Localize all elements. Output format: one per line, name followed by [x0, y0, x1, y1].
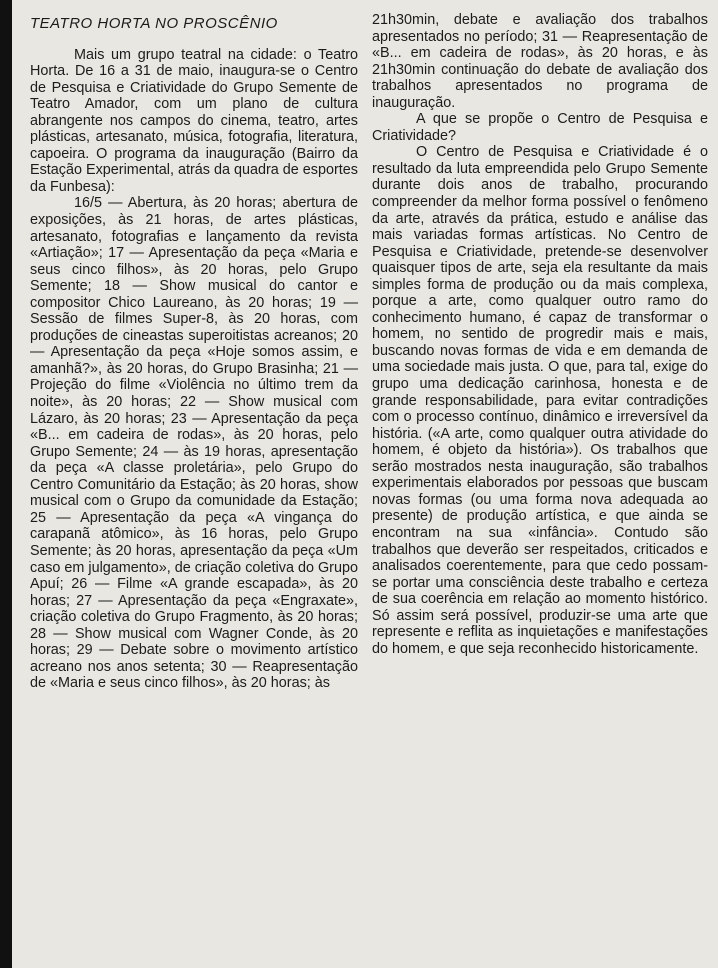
left-column [30, 8, 358, 692]
right-column [372, 12, 708, 657]
paragraph-program: 16/5 — Abertura, às 20 horas; abertura de exposições, às 21 horas, de artes plásticas, artesanato, fotografias e lançamento da revista «Artiação»; 17 — Apresentação da peça «Maria e seus cinco filhos», às 20 horas, pelo Grupo Semente; 18 — Show musical do cantor e compositor Chico Laureano, às 20 horas; 19 — Sessão de filmes Super-8, às 20 horas, com produções de cineastas superoitistas acreanos; 20 — Apresentação da peça «Hoje somos assim, e amanhã?», às 20 horas, do Grupo Brasinha; 21 — Projeção do filme «Violência no último trem da noite», às 20 horas; 22 — Show musical com Lázaro, às 20 horas; 23 — Apresentação da peça «B... em cadeira de rodas», às 20 horas, pelo Grupo Semente; 24 — às 19 horas, apresentação da peça «A classe proletária», pelo Grupo do Centro Comunitário da Estação; às 20 horas, show musical com o Grupo da comunidade da Estação; 25 — Apresentação da peça «A vingança do carapanã atômico», às 16 horas, pelo Grupo Semente; às 20 horas, apresentação da peça «Um caso em julgamento», de criação coletiva do Grupo Apuí; 26 — Filme «A grande escapada», às 20 horas; 27 — Apresentação da peça «Engraxate», criação coletiva do Grupo Fragmento, às 20 horas; 28 — Show musical com Wagner Conde, às 20 horas; 29 — Debate sobre o movimento artístico acreano nos anos setenta; 30 — Reapresentação de «Maria e seus cinco filhos», às 20 horas; às [30, 195, 358, 692]
paragraph-answer: O Centro de Pesquisa e Criatividade é o resultado da luta empreendida pelo Grupo Semente durante dois anos de trabalho, procurando compreender da melhor forma possível o fenômeno da arte, através da prática, estudo e análise das mais variadas formas artísticas. No Centro de Pesquisa e Criatividade, pretende-se desenvolver quaisquer tipos de arte, seja ela resultante da mais simples forma de produção ou da mais complexa, porque a arte, como qualquer outro ramo do conhecimento humano, é capaz de transformar o homem, no sentido de progredir mais e mais, buscando novas formas de vida e em demanda de uma sociedade mais justa. O que, para tal, exige do grupo uma dedicação carinhosa, honesta e de grande responsabilidade, para evitar contradições com o processo contínuo, dinâmico e irreversível da história. («A arte, como qualquer outra atividade do homem, é objeto da história»). Os trabalhos que serão mostrados nesta inauguração, são trabalhos experimentais elaborados por pessoas que buscam novas formas (ou uma forma nova adequada ao presente) de produção artística, e que ainda se encontram na sua «infância». Contudo são trabalhos que deverão ser respeitados, criticados e analisados coerentemente, para que cedo possam-se portar uma consciência deste trabalho e certeza de sua coerência em relação ao momento histórico. Só assim será possível, produzir-se uma arte que represente e reflita as inquietações e manifestações do homem, e que seja reconhecido historicamente. [372, 144, 708, 657]
paragraph-question: A que se propõe o Centro de Pesquisa e Criatividade? [372, 111, 708, 144]
paragraph-program-continued: 21h30min, debate e avaliação dos trabalhos apresentados no período; 31 — Reapresentação de «B... em cadeira de rodas», às 20 horas, e às 21h30min continuação do debate de avaliação dos trabalhos apresentados no programa de inauguração. [372, 12, 708, 111]
column-rule [0, 0, 12, 968]
paragraph-intro: Mais um grupo teatral na cidade: o Teatro Horta. De 16 a 31 de maio, inaugura-se o Centro de Pesquisa e Criatividade do Grupo Semente de Teatro Amador, com um plano de cultura abrangente nos campos do cinema, teatro, artes plásticas, artesanato, música, fotografia, literatura, capoeira. O programa da inauguração (Bairro da Estação Experimental, atrás da quadra de esportes da Funbesa): [30, 46, 358, 195]
article-title: TEATRO HORTA NO PROSCÊNIO [30, 15, 278, 32]
